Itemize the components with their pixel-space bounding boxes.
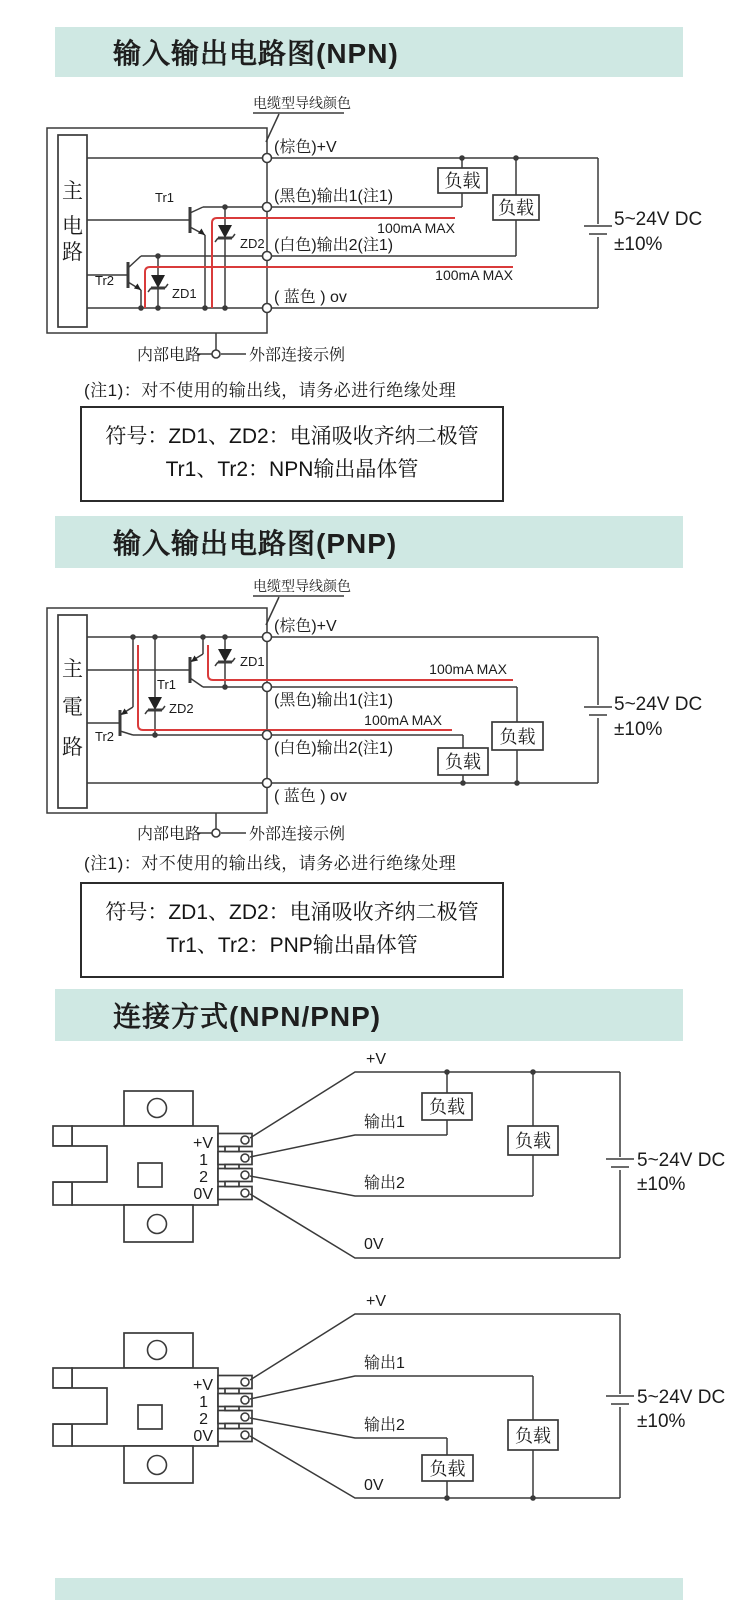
terminal-black [263,683,272,692]
junction-dot [130,634,136,640]
tr1-label: Tr1 [157,677,177,692]
terminal-white [263,731,272,740]
wire-label-black: (黑色)输出1(注1) [274,188,394,205]
internal-circuit-label: 内部电路 [136,826,201,843]
junction-dot [155,253,161,259]
junction-dot [530,1069,536,1075]
terminal-brown [263,154,272,163]
section-title-npn: 输入输出电路图(NPN) [113,38,399,69]
junction-dot [444,1069,450,1075]
sensor-fork-bottom [53,1424,72,1446]
output1-wire [250,1376,533,1399]
main-circuit-char-3: 路 [62,241,83,264]
npn-note: (注1)：对不使用的输出线，请务必进行绝缘处理 [84,381,457,400]
wire-label-brown: (棕色)+V [274,618,337,635]
main-circuit-char-3: 路 [62,736,83,759]
wire-label-blue: ( 蓝色 ) ov [274,289,347,306]
wire-label-brown: (棕色)+V [274,139,337,156]
internal-external-divider [197,333,246,358]
junction-dot [459,155,465,161]
cable-callout-line [266,114,279,142]
mount-hole [148,1456,167,1475]
load1-label: 负载 [444,171,481,191]
cable-color-label: 电缆型导线颜色 [253,578,351,594]
terminal-label-0v: 0V [193,1428,213,1445]
section-title-pnp: 输入输出电路图(PNP) [113,528,398,559]
zd1-label: ZD1 [172,286,197,301]
main-circuit-char-1: 主 [62,180,83,203]
wire-label-vplus: +V [366,1051,387,1068]
terminal-blue [263,779,272,788]
sensor-window [138,1405,162,1429]
transistor-tr2 [87,637,133,736]
wire-label-output1: 输出1 [364,1114,405,1131]
sensor-slot [53,1146,107,1182]
wire-label-white: (白色)输出2(注1) [274,740,394,757]
sensor-fork-top [53,1368,72,1388]
load2-label: 负载 [515,1131,551,1151]
output2-wire [250,1418,447,1438]
internal-circuit-label: 内部电路 [136,347,201,364]
load2-label: 负载 [498,198,534,218]
terminal-black [263,203,272,212]
terminal-label-2: 2 [199,1169,208,1186]
wire-label-black: (黑色)输出1(注1) [274,692,394,709]
main-circuit-char-2: 电 [62,215,83,238]
wire-label-output2: 输出2 [364,1417,405,1434]
current-max-label-1: 100mA MAX [429,661,507,677]
npn-circuit-diagram [0,85,730,385]
terminal-label-0v: 0V [193,1186,213,1203]
supply-tolerance: ±10% [614,719,663,740]
junction-dot [222,305,228,311]
wire-label-vplus: +V [366,1293,387,1310]
transistor-tr1 [87,637,203,687]
terminal-white [263,252,272,261]
load2-label: 负载 [445,752,481,772]
wire-label-0v: 0V [364,1236,384,1253]
internal-external-divider [197,813,246,837]
wire-label-0v: 0V [364,1477,384,1494]
main-circuit-char-1: 主 [62,658,83,681]
supply-tolerance: ±10% [637,1174,686,1195]
junction-dot [222,684,228,690]
zener-zd1 [148,256,168,308]
mount-hole [148,1341,167,1360]
junction-dot [530,1495,536,1501]
zener-zd2 [215,207,235,308]
battery-symbol [606,1072,634,1258]
sensor-fork-top [53,1126,72,1146]
mount-hole [148,1099,167,1118]
pnp-note: (注1)：对不使用的输出线，请务必进行绝缘处理 [84,854,457,873]
junction-dot [200,634,206,640]
junction-dot [513,155,519,161]
load2-label: 负载 [429,1459,466,1479]
junction-dot [152,634,158,640]
supply-voltage: 5~24V DC [637,1387,726,1408]
junction-dot [222,204,228,210]
supply-voltage: 5~24V DC [614,694,703,715]
section-header-npn [55,27,683,77]
pnp-legend-line1: 符号：ZD1、ZD2：电涌吸收齐纳二极管 [105,901,479,924]
zd2-label: ZD2 [169,701,194,716]
tr1-label: Tr1 [155,190,175,205]
battery-symbol [606,1314,634,1498]
supply-tolerance: ±10% [637,1411,686,1432]
main-circuit-char-2: 電 [62,696,83,719]
terminal-label-1: 1 [199,1152,208,1169]
section-header-connection [55,989,683,1041]
load1-label: 负载 [515,1426,551,1446]
connection-diagram-npn [53,1051,725,1258]
sensor-slot [53,1388,107,1424]
supply-tolerance: ±10% [614,234,663,255]
terminal-label-vplus: +V [192,1377,213,1394]
load1-label: 负载 [429,1097,465,1117]
wire-label-blue: ( 蓝色 ) ov [274,788,347,805]
vplus-wire [250,1314,620,1380]
mount-hole [148,1215,167,1234]
current-max-label-2: 100mA MAX [364,712,442,728]
external-connection-label: 外部连接示例 [249,826,346,843]
tr2-label: Tr2 [95,729,115,744]
load1-label: 负载 [499,727,536,747]
output1-wire [250,1135,447,1157]
connection-diagram-pnp [53,1293,725,1501]
terminal-pins [218,1376,252,1442]
junction-dot [138,305,144,311]
junction-dot [202,305,208,311]
section-header-pnp [55,516,683,568]
section-title-connection: 连接方式(NPN/PNP) [113,1001,382,1032]
bottom-accent-bar [55,1578,683,1600]
terminal-label-vplus: +V [192,1135,213,1152]
junction-dot [152,732,158,738]
tr1-emitter-arrow [191,656,198,663]
pnp-legend-line2: Tr1、Tr2：PNP输出晶体管 [166,934,418,957]
npn-legend-line2: Tr1、Tr2：NPN输出晶体管 [165,458,419,481]
terminal-brown [263,633,272,642]
sensor-fork-bottom [53,1182,72,1205]
current-max-label-2: 100mA MAX [435,267,513,283]
npn-legend-line1: 符号：ZD1、ZD2：电涌吸收齐纳二极管 [105,425,479,448]
connection-diagrams [0,1038,730,1572]
current-max-label-1: 100mA MAX [377,220,455,236]
tr2-label: Tr2 [95,273,115,288]
zd1-label: ZD1 [240,654,265,669]
zd2-label: ZD2 [240,236,265,251]
external-connection-label: 外部连接示例 [249,347,346,364]
pnp-legend-box [80,882,504,978]
wire-label-output1: 输出1 [364,1355,405,1372]
tr2-emitter-arrow [121,709,128,716]
pnp-circuit-diagram [0,570,730,862]
sensor-window [138,1163,162,1187]
npn-legend-box [80,406,504,502]
zero-volt-wire [250,1194,620,1258]
terminal-pins [218,1134,252,1200]
cable-color-label: 电缆型导线颜色 [253,95,351,111]
battery-symbol [584,158,612,308]
terminal-label-1: 1 [199,1394,208,1411]
supply-voltage: 5~24V DC [637,1150,726,1171]
junction-dot [460,780,466,786]
supply-voltage: 5~24V DC [614,209,703,230]
terminal-label-2: 2 [199,1411,208,1428]
battery-symbol [584,637,612,783]
junction-dot [155,305,161,311]
terminal-blue [263,304,272,313]
wire-label-white: (白色)输出2(注1) [274,237,394,254]
junction-dot [444,1495,450,1501]
wire-label-output2: 输出2 [364,1175,405,1192]
junction-dot [222,634,228,640]
junction-dot [514,780,520,786]
